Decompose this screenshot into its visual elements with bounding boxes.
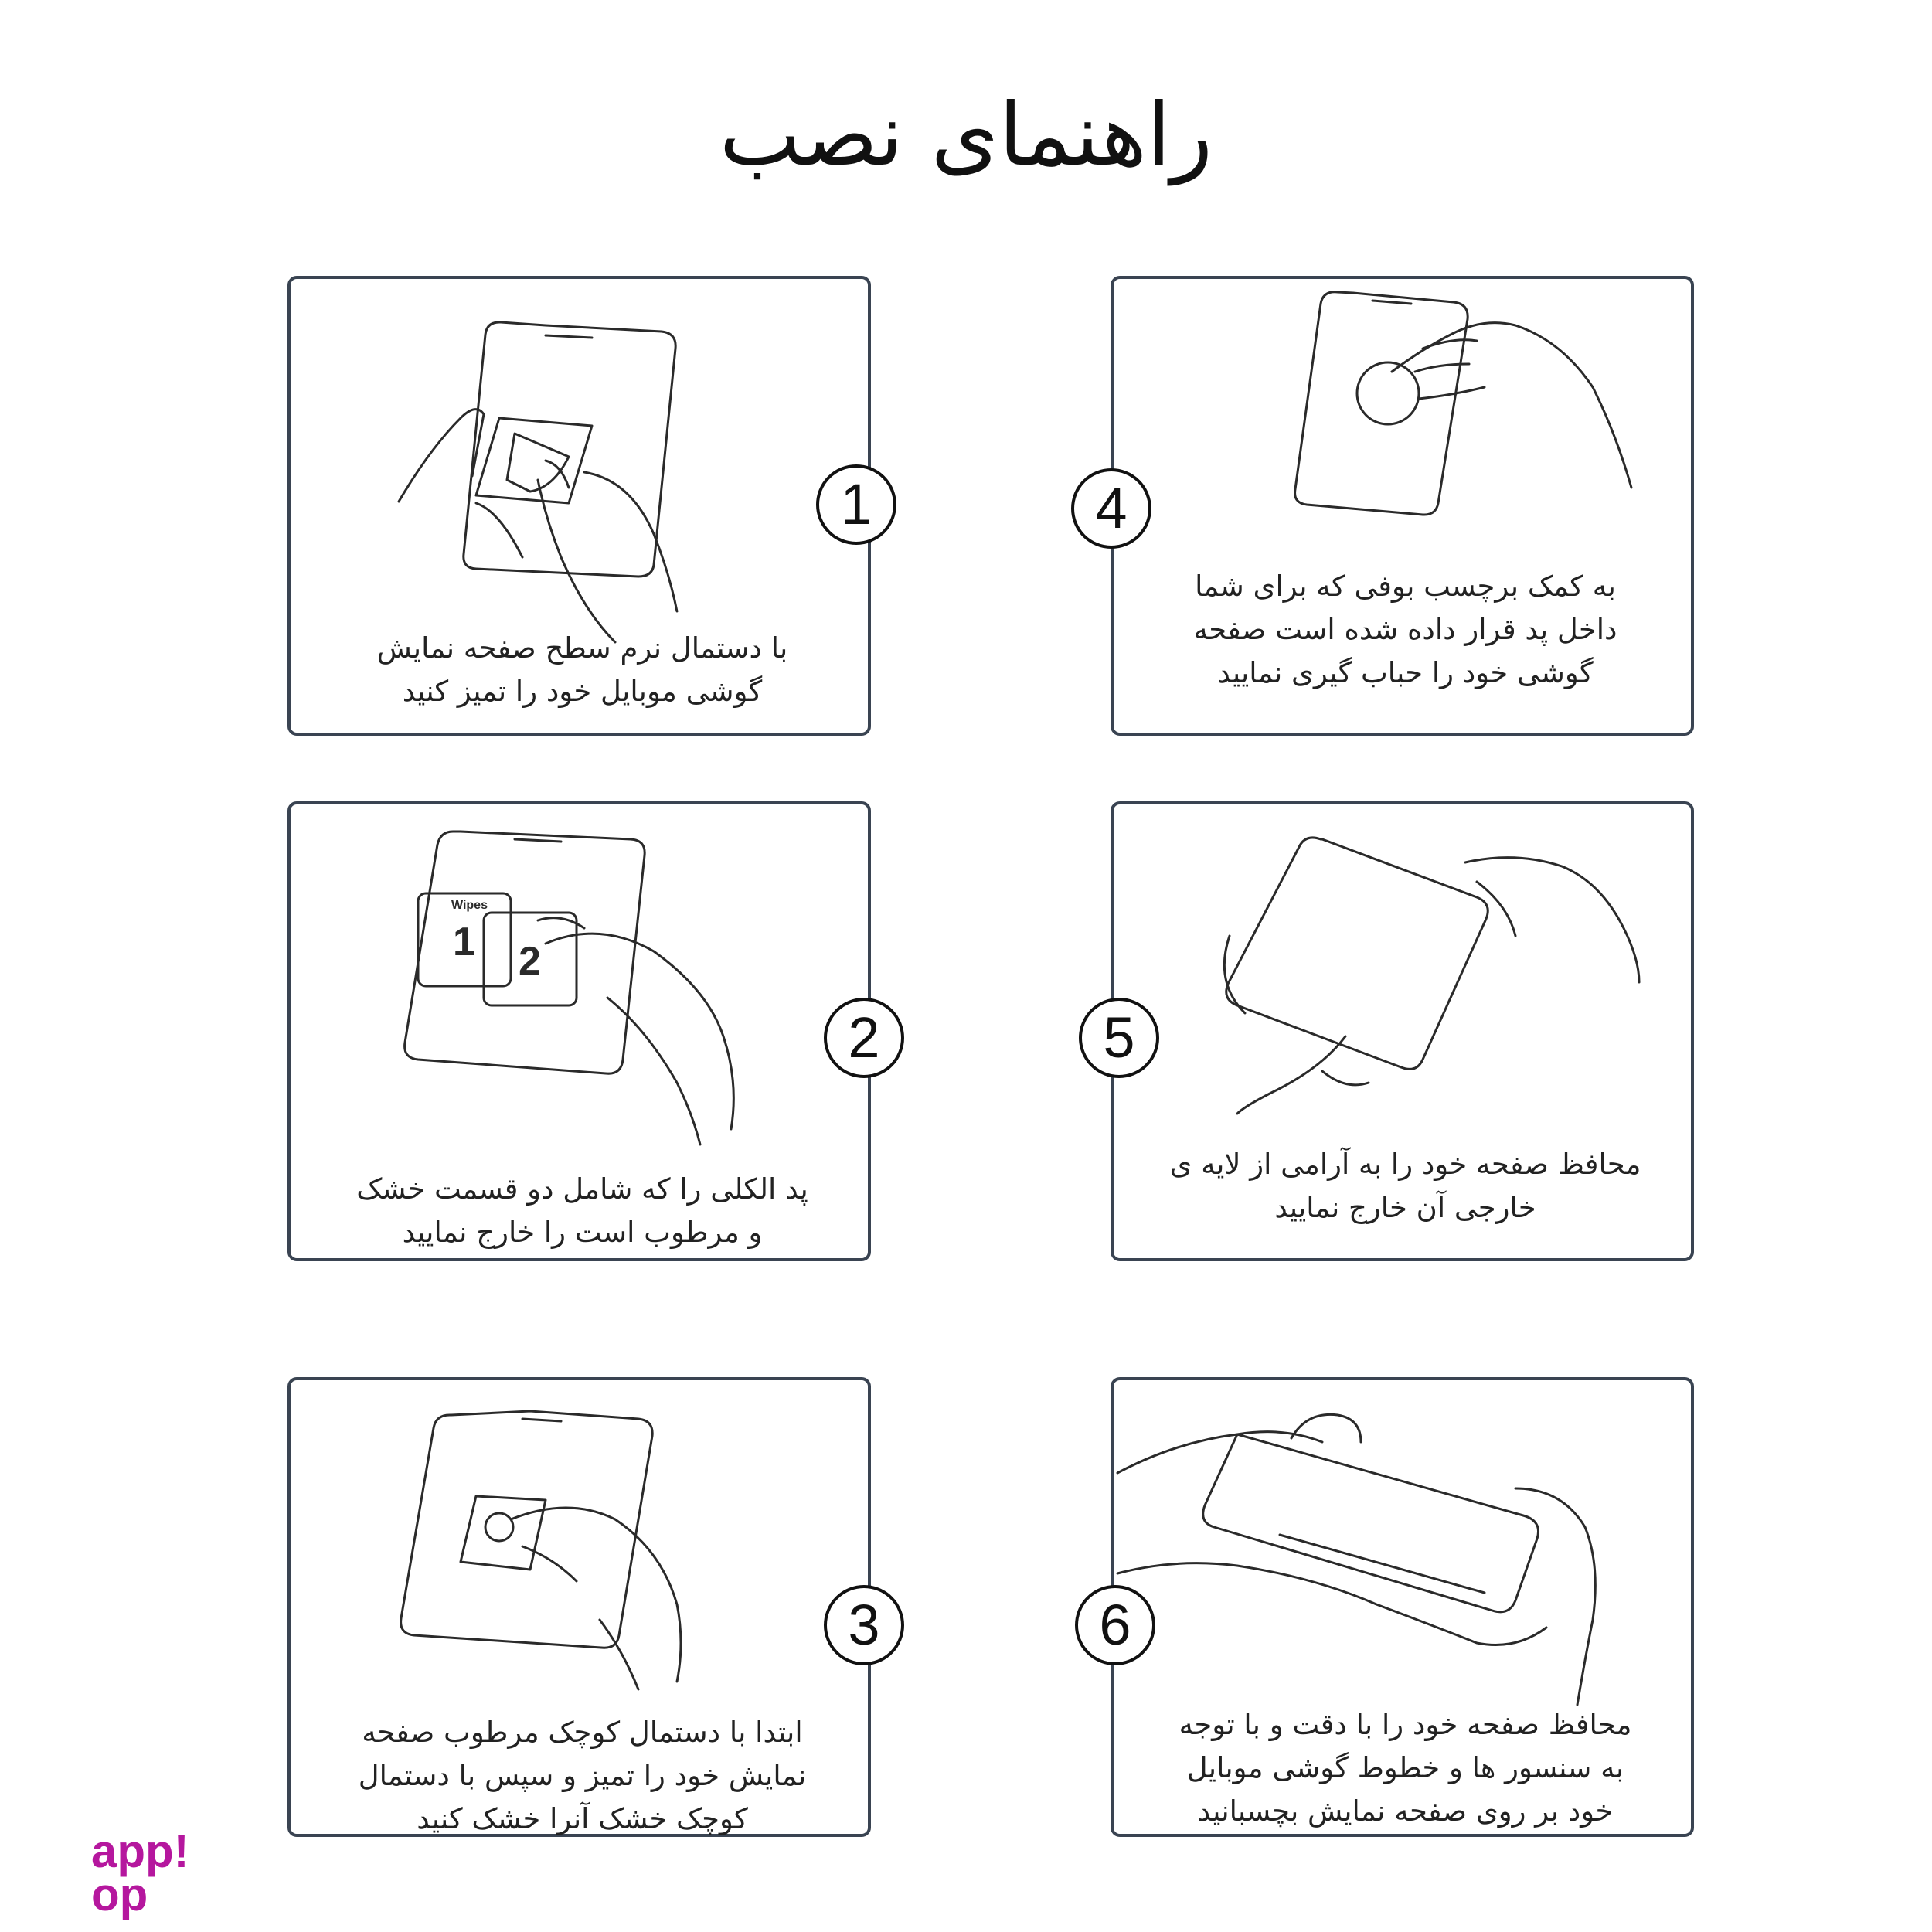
step-caption-3 [306, 1711, 859, 1841]
step-number-5: 5 [1079, 998, 1159, 1078]
brand-logo-line-1: app! [91, 1825, 189, 1877]
step-number-6: 6 [1075, 1585, 1155, 1665]
step-caption-1-line-2: گوشی موبایل خود را تمیز کنید [402, 675, 763, 708]
step-card-1 [287, 276, 871, 736]
step-caption-5 [1129, 1143, 1682, 1230]
step-caption-3-line-2: نمایش خود را تمیز و سپس با دستمال [358, 1759, 807, 1792]
step-caption-6-line-3: خود بر روی صفحه نمایش بچسبانید [1197, 1794, 1614, 1828]
step-caption-3-line-3: کوچک خشک آنرا خشک کنید [417, 1802, 748, 1835]
step-caption-2 [306, 1168, 859, 1254]
brand-logo [91, 1825, 189, 1920]
wipe-label-1: Wipes [451, 899, 488, 912]
step-caption-6-line-1: محافظ صفحه خود را با دقت و با توجه [1179, 1708, 1632, 1741]
step-caption-6-line-2: به سنسور ها و خطوط گوشی موبایل [1186, 1751, 1624, 1784]
step-card-6 [1099, 1377, 1694, 1837]
step-caption-2-line-1: پد الکلی را که شامل دو قسمت خشک [356, 1172, 808, 1206]
step-number-2: 2 [824, 998, 904, 1078]
brand-logo-line-2: op [91, 1869, 148, 1920]
step-caption-3-line-1: ابتدا با دستمال کوچک مرطوب صفحه [362, 1716, 803, 1749]
step-caption-2-line-2: و مرطوب است را خارج نمایید [402, 1216, 763, 1249]
step-caption-5-line-2: خارجی آن خارج نمایید [1274, 1191, 1536, 1224]
step-card-3 [287, 1377, 880, 1837]
step-card-4 [1095, 276, 1694, 736]
step-caption-1-line-1: با دستمال نرم سطح صفحه نمایش [376, 631, 788, 665]
wipe-number-1: 1 [453, 920, 475, 964]
step-caption-4 [1129, 565, 1682, 695]
step-card-2 [287, 801, 880, 1261]
step-number-1: 1 [816, 464, 896, 545]
step-caption-1 [306, 627, 859, 713]
step-number-3: 3 [824, 1585, 904, 1665]
step-caption-6 [1129, 1703, 1682, 1833]
step-card-5 [1103, 801, 1694, 1261]
wipe-number-2: 2 [519, 939, 541, 984]
step-caption-5-line-1: محافظ صفحه خود را به آرامی از لایه ی [1169, 1148, 1641, 1181]
step-caption-4-line-1: به کمک برچسب بوفی که برای شما [1195, 570, 1616, 603]
step-caption-4-line-3: گوشی خود را حباب گیری نمایید [1217, 656, 1594, 689]
step-caption-4-line-2: داخل پد قرار داده شده است صفحه [1193, 613, 1617, 646]
step-number-4: 4 [1071, 468, 1151, 549]
page-title: راهنمای نصب [719, 85, 1213, 185]
